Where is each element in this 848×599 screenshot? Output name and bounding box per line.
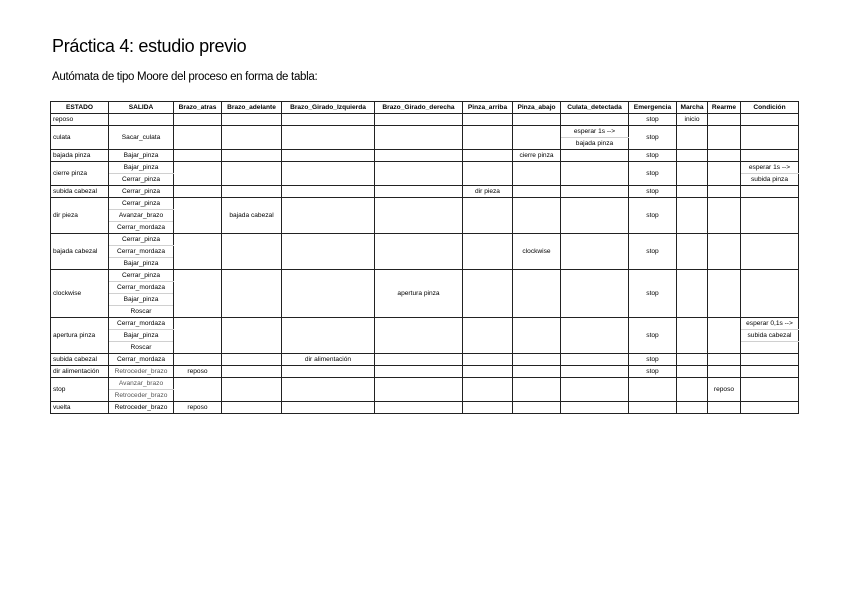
col-header-brazo-adelante: Brazo_adelante — [222, 102, 282, 114]
table-row — [51, 270, 799, 282]
estado-cell: clockwise — [51, 270, 109, 318]
col-header-emergencia: Emergencia — [629, 102, 677, 114]
rearme-cell: reposo — [708, 378, 741, 402]
col-header-marcha: Marcha — [677, 102, 708, 114]
table-header-row — [51, 102, 799, 114]
page-subtitle: Autómata de tipo Moore del proceso en forma de tabla: — [52, 71, 318, 83]
condicion-cell: esperar 0,1s --> — [741, 318, 799, 330]
table-row — [51, 126, 799, 138]
moore-state-table — [50, 101, 799, 414]
brazo-atras-cell: reposo — [174, 366, 222, 378]
estado-cell: vuelta — [51, 402, 109, 414]
estado-cell: stop — [51, 378, 109, 402]
table-row — [51, 378, 799, 390]
emergencia-cell: stop — [629, 234, 677, 270]
pinza-arriba-cell: dir pieza — [463, 186, 513, 198]
estado-cell: cierre pinza — [51, 162, 109, 186]
emergencia-cell: stop — [629, 270, 677, 318]
salida-cell: Cerrar_pinza — [109, 234, 174, 246]
table-row — [51, 234, 799, 246]
salida-cell: Roscar — [109, 306, 174, 318]
emergencia-cell: stop — [629, 150, 677, 162]
salida-cell: Avanzar_brazo — [109, 210, 174, 222]
emergencia-cell: stop — [629, 162, 677, 186]
salida-cell: Bajar_pinza — [109, 294, 174, 306]
condicion-cell: subida cabezal — [741, 330, 799, 342]
col-header-rearme: Rearme — [708, 102, 741, 114]
col-header-pinza-abajo: Pinza_abajo — [513, 102, 561, 114]
condicion-cell: subida pinza — [741, 174, 799, 186]
col-header-condicion: Condición — [741, 102, 799, 114]
salida-cell: Bajar_pinza — [109, 162, 174, 174]
table-row — [51, 366, 799, 378]
col-header-culata-detectada: Culata_detectada — [561, 102, 629, 114]
salida-cell: Retroceder_brazo — [109, 390, 174, 402]
culata-detectada-cell: bajada pinza — [561, 138, 629, 150]
salida-cell — [109, 114, 174, 126]
condicion-cell: esperar 1s --> — [741, 162, 799, 174]
table-row — [51, 318, 799, 330]
emergencia-cell: stop — [629, 318, 677, 354]
salida-cell: Cerrar_mordaza — [109, 282, 174, 294]
pinza-abajo-cell: cierre pinza — [513, 150, 561, 162]
table-row — [51, 198, 799, 210]
estado-cell: dir pieza — [51, 198, 109, 234]
emergencia-cell: stop — [629, 186, 677, 198]
emergencia-cell: stop — [629, 354, 677, 366]
salida-cell: Roscar — [109, 342, 174, 354]
salida-cell: Cerrar_pinza — [109, 186, 174, 198]
table-row — [51, 150, 799, 162]
brazo-adelante-cell: bajada cabezal — [222, 198, 282, 234]
salida-cell: Cerrar_mordaza — [109, 246, 174, 258]
brazo-girado-derecha-cell: apertura pinza — [375, 270, 463, 318]
salida-cell: Cerrar_pinza — [109, 174, 174, 186]
emergencia-cell: stop — [629, 114, 677, 126]
estado-cell: apertura pinza — [51, 318, 109, 354]
col-header-brazo-girado-izquierda: Brazo_Girado_Izquierda — [282, 102, 375, 114]
brazo-atras-cell: reposo — [174, 402, 222, 414]
estado-cell: culata — [51, 126, 109, 150]
table-row — [51, 114, 799, 126]
salida-cell: Retroceder_brazo — [109, 402, 174, 414]
marcha-cell: inicio — [677, 114, 708, 126]
culata-detectada-cell: esperar 1s --> — [561, 126, 629, 138]
salida-cell: Cerrar_mordaza — [109, 222, 174, 234]
salida-cell: Cerrar_pinza — [109, 198, 174, 210]
salida-cell: Cerrar_pinza — [109, 270, 174, 282]
page-title: Práctica 4: estudio previo — [52, 36, 247, 56]
emergencia-cell: stop — [629, 198, 677, 234]
col-header-brazo-girado-derecha: Brazo_Girado_derecha — [375, 102, 463, 114]
col-header-salida: SALIDA — [109, 102, 174, 114]
col-header-brazo-atras: Brazo_atras — [174, 102, 222, 114]
table-row — [51, 162, 799, 174]
col-header-estado: ESTADO — [51, 102, 109, 114]
salida-cell: Sacar_culata — [109, 126, 174, 150]
col-header-pinza-arriba: Pinza_arriba — [463, 102, 513, 114]
pinza-abajo-cell: clockwise — [513, 234, 561, 270]
salida-cell: Cerrar_mordaza — [109, 318, 174, 330]
estado-cell: subida cabezal — [51, 186, 109, 198]
salida-cell: Bajar_pinza — [109, 258, 174, 270]
salida-cell: Cerrar_mordaza — [109, 354, 174, 366]
estado-cell: subida cabezal — [51, 354, 109, 366]
salida-cell: Retroceder_brazo — [109, 366, 174, 378]
salida-cell: Bajar_pinza — [109, 150, 174, 162]
table-row — [51, 402, 799, 414]
estado-cell: dir alimentación — [51, 366, 109, 378]
estado-cell: reposo — [51, 114, 109, 126]
emergencia-cell: stop — [629, 366, 677, 378]
estado-cell: bajada pinza — [51, 150, 109, 162]
salida-cell: Bajar_pinza — [109, 330, 174, 342]
estado-cell: bajada cabezal — [51, 234, 109, 270]
salida-cell: Avanzar_brazo — [109, 378, 174, 390]
table-row — [51, 354, 799, 366]
brazo-girado-izquierda-cell: dir alimentación — [282, 354, 375, 366]
table-row — [51, 186, 799, 198]
emergencia-cell: stop — [629, 126, 677, 150]
